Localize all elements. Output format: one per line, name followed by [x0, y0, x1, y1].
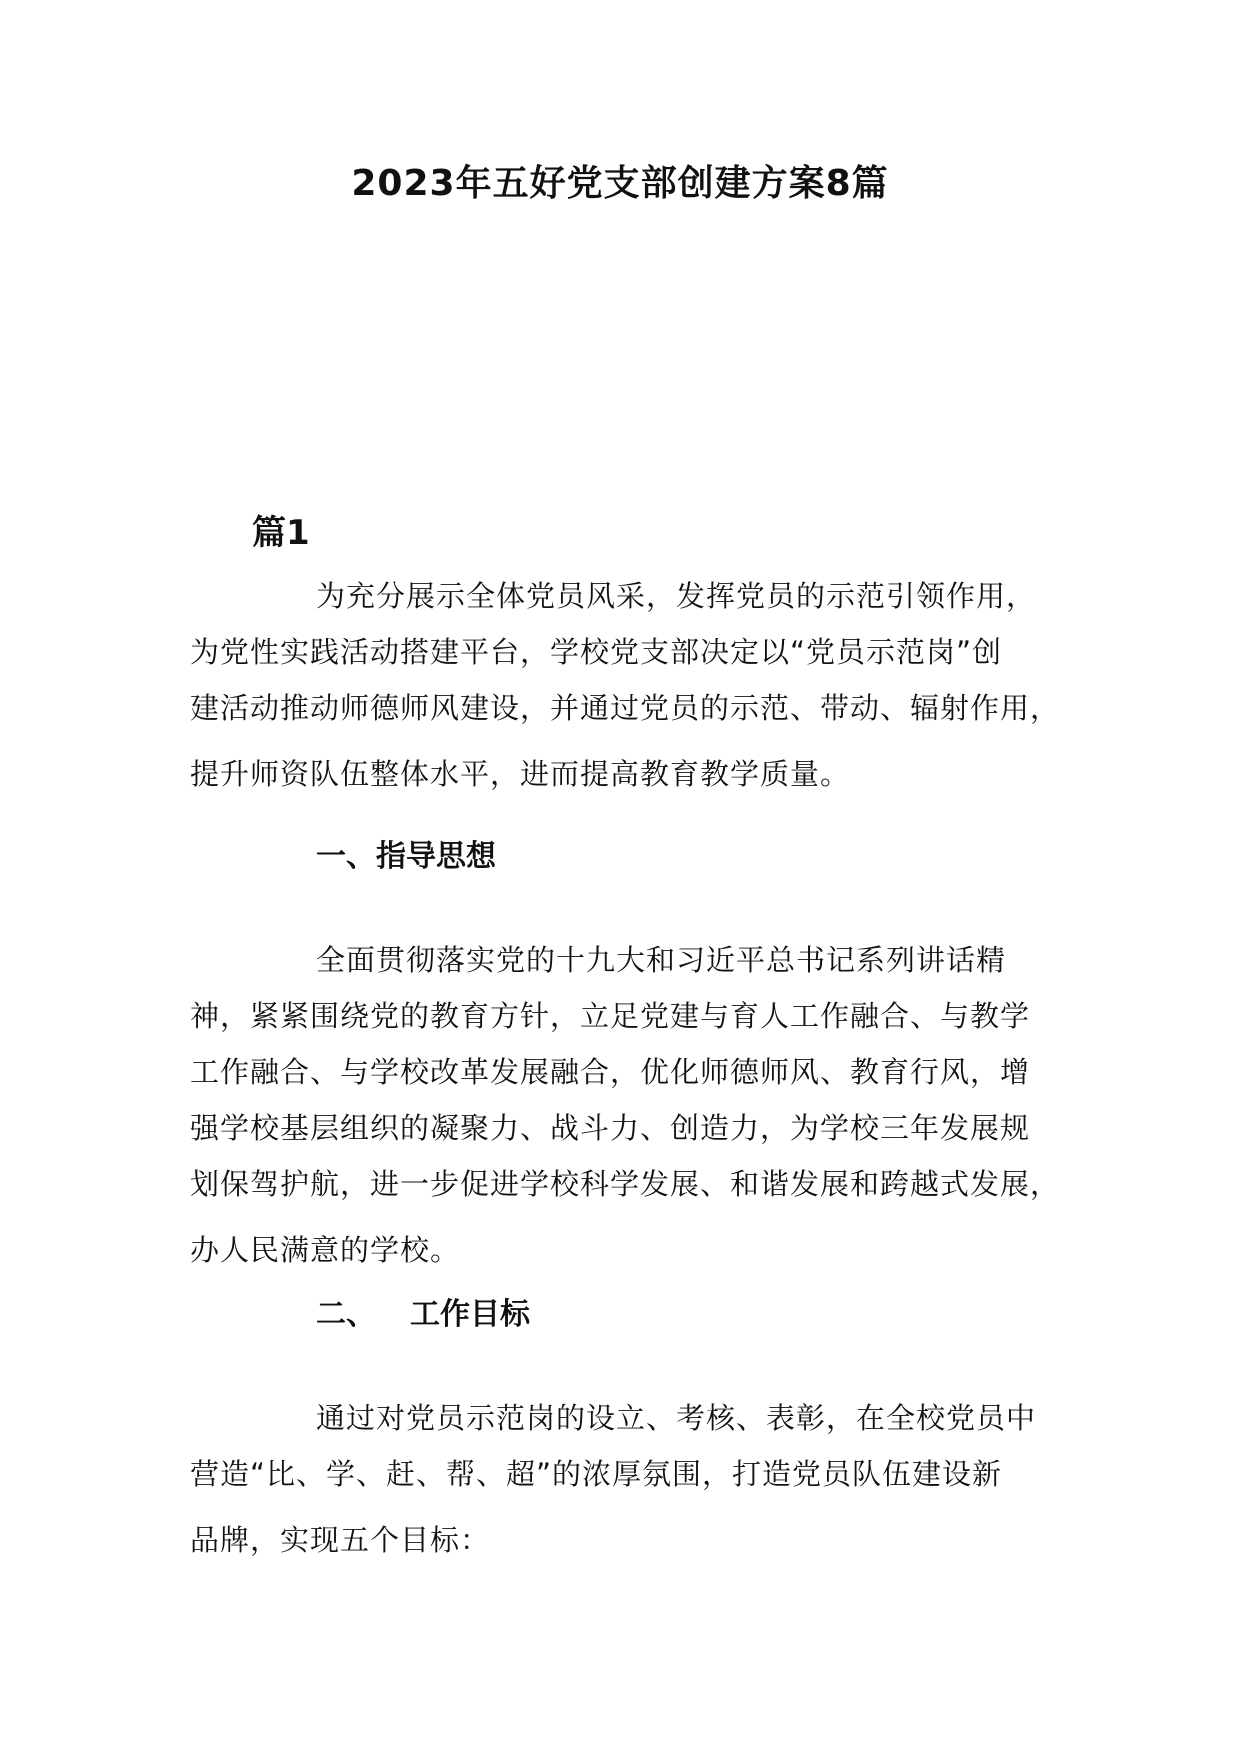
section-heading-guiding-ideology: 一、指导思想	[316, 839, 496, 874]
paragraph-line: 为充分展示全体党员风采，发挥党员的示范引领作用，	[316, 579, 1037, 613]
section-title: 工作目标	[410, 1297, 530, 1332]
document-title: 2023年五好党支部创建方案8篇	[351, 163, 889, 204]
section-number: 二、	[316, 1297, 376, 1332]
paragraph-line: 神，紧紧围绕党的教育方针，立足党建与育人工作融合、与教学	[190, 999, 1031, 1033]
section-heading-work-goals	[316, 1290, 530, 1340]
paragraph-line: 强学校基层组织的凝聚力、战斗力、创造力，为学校三年发展规	[190, 1111, 1031, 1145]
paragraph-line: 全面贯彻落实党的十九大和习近平总书记系列讲话精	[316, 943, 1007, 977]
work-goals-paragraph	[190, 1390, 1060, 1568]
paragraph-line: 提升师资队伍整体水平，进而提高教育教学质量。	[190, 757, 851, 791]
paragraph-line: 营造“比、学、赶、帮、超”的浓厚氛围，打造党员队伍建设新	[190, 1457, 1003, 1491]
chapter-heading: 篇1	[252, 513, 310, 553]
paragraph-line: 为党性实践活动搭建平台，学校党支部决定以“党员示范岗”创	[190, 635, 1003, 669]
paragraph-line: 通过对党员示范岗的设立、考核、表彰，在全校党员中	[316, 1401, 1037, 1435]
paragraph-line: 建活动推动师德师风建设，并通过党员的示范、带动、辐射作用，	[190, 691, 1061, 725]
guiding-ideology-paragraph	[190, 932, 1060, 1278]
paragraph-line: 工作融合、与学校改革发展融合，优化师德师风、教育行风，增	[190, 1055, 1031, 1089]
paragraph-line: 划保驾护航，进一步促进学校科学发展、和谐发展和跨越式发展，	[190, 1167, 1061, 1201]
intro-paragraph	[190, 568, 1060, 802]
paragraph-line: 品牌，实现五个目标：	[190, 1523, 491, 1557]
paragraph-line: 办人民满意的学校。	[190, 1233, 461, 1267]
